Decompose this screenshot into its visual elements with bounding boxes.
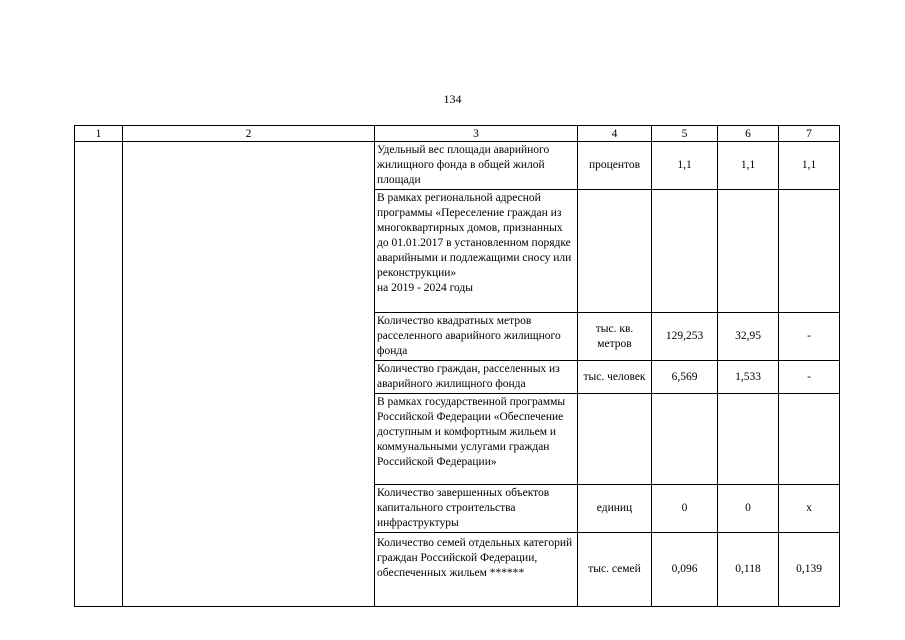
indicator-cell: Количество квадратных метров расселенного аварийного жилищного фонда	[375, 313, 578, 361]
header-col-2: 2	[123, 126, 375, 142]
header-col-7: 7	[779, 126, 840, 142]
unit-cell	[578, 394, 652, 485]
value-col-6: 1,533	[718, 361, 779, 394]
value-col-5: 6,569	[652, 361, 718, 394]
indicator-cell: Удельный вес площади аварийного жилищного фонда в общей жилой площади	[375, 142, 578, 190]
value-col-5: 1,1	[652, 142, 718, 190]
value-col-6: 0	[718, 485, 779, 533]
unit-cell: тыс. человек	[578, 361, 652, 394]
unit-cell	[578, 190, 652, 313]
indicator-cell: Количество завершенных объектов капитального строительства инфраструктуры	[375, 485, 578, 533]
header-col-6: 6	[718, 126, 779, 142]
value-col-5: 0,096	[652, 533, 718, 607]
unit-cell: тыс. кв. метров	[578, 313, 652, 361]
value-col-6: 0,118	[718, 533, 779, 607]
unit-cell: процентов	[578, 142, 652, 190]
value-col-7: х	[779, 485, 840, 533]
unit-cell: тыс. семей	[578, 533, 652, 607]
header-col-1: 1	[75, 126, 123, 142]
section-cell	[375, 190, 578, 313]
value-col-5	[652, 394, 718, 485]
unit-cell: единиц	[578, 485, 652, 533]
value-col-5: 129,253	[652, 313, 718, 361]
value-col-5: 0	[652, 485, 718, 533]
value-col-7: -	[779, 361, 840, 394]
col-2-cell	[123, 142, 375, 607]
indicator-cell	[375, 533, 578, 607]
page-number: 134	[443, 92, 462, 106]
indicator-text: Количество семей отдельных категорий граждан Российской Федерации, обеспеченных жильем ******	[377, 537, 573, 579]
header-row	[75, 126, 840, 142]
section-text: В рамках региональной адресной программы «Переселение граждан из многоквартирных домов, признанных до 01.01.2017 в установленном порядке аварийными и подлежащими сносу или реконструкции» на 2019 - 2024 годы	[377, 192, 572, 294]
value-col-6	[718, 190, 779, 313]
indicator-cell: Количество граждан, расселенных из аварийного жилищного фонда	[375, 361, 578, 394]
section-cell: В рамках государственной программы Российской Федерации «Обеспечение доступным и комфортным жильем и коммунальными услугами граждан Российской Федерации»	[375, 394, 578, 485]
value-col-7	[779, 190, 840, 313]
value-col-6	[718, 394, 779, 485]
value-col-7: 1,1	[779, 142, 840, 190]
value-col-6: 1,1	[718, 142, 779, 190]
value-col-7: -	[779, 313, 840, 361]
col-1-cell	[75, 142, 123, 607]
header-col-5: 5	[652, 126, 718, 142]
header-col-3: 3	[375, 126, 578, 142]
value-col-7: 0,139	[779, 533, 840, 607]
indicator-table	[74, 125, 840, 607]
table-row	[75, 142, 840, 190]
value-col-7	[779, 394, 840, 485]
value-col-6: 32,95	[718, 313, 779, 361]
header-col-4: 4	[578, 126, 652, 142]
value-col-5	[652, 190, 718, 313]
